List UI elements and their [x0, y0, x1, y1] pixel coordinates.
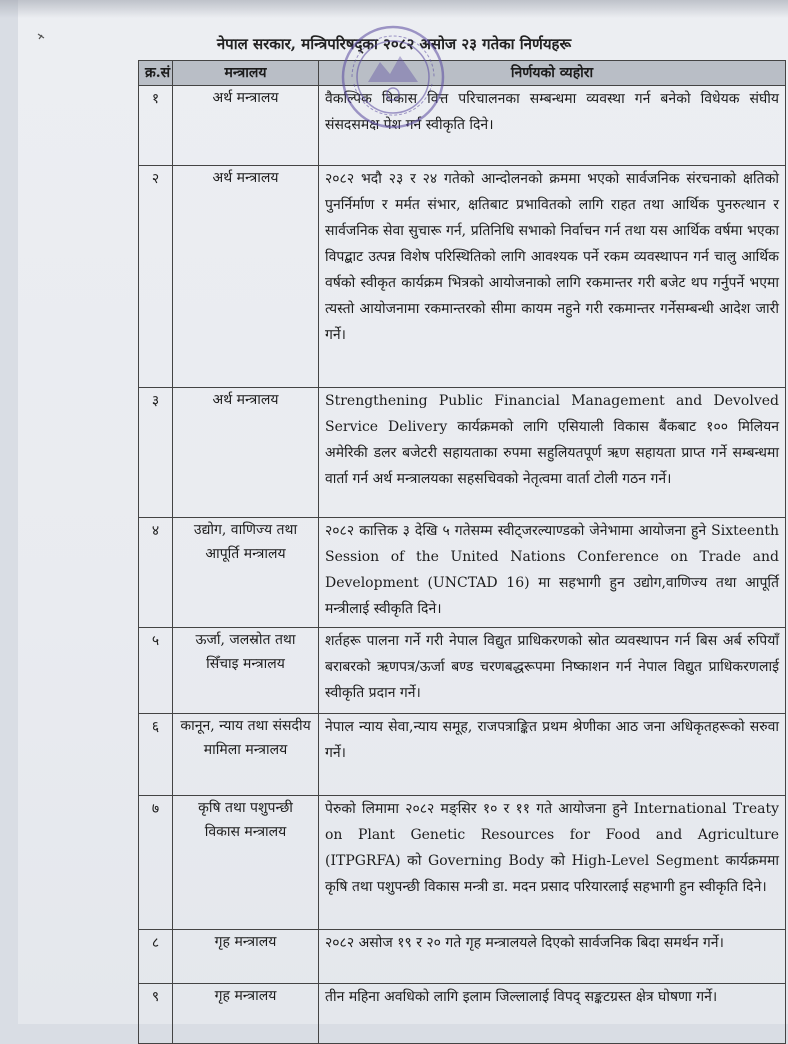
header-ministry: मन्त्रालय [173, 61, 319, 86]
table-row [139, 388, 786, 518]
row-ministry: अर्थ मन्त्रालय [173, 86, 319, 166]
row-decision: शर्तहरू पालना गर्ने गरी नेपाल विद्युत प्राधिकरणको स्रोत व्यवस्थापन गर्न बिस अर्ब रुपियाँ बराबरको ऋणपत्र/ऊर्जा बण्ड चरणबद्धरूपमा निष्काशन गर्न नेपाल विद्युत प्राधिकरणलाई स्वीकृति प्रदान गर्ने। [319, 628, 786, 714]
row-number: ६ [139, 714, 173, 796]
row-number: १ [139, 86, 173, 166]
table-row [139, 984, 786, 1044]
row-ministry: उद्योग, वाणिज्य तथा आपूर्ति मन्त्रालय [173, 518, 319, 628]
decisions-table [138, 60, 786, 1044]
row-decision: वैकल्पिक विकास वित्त परिचालनका सम्बन्धमा व्यवस्था गर्न बनेको विधेयक संघीय संसदसमक्ष पेश गर्न स्वीकृति दिने। [319, 86, 786, 166]
row-decision: तीन महिना अवधिको लागि इलाम जिल्लालाई विपद् सङ्कटग्रस्त क्षेत्र घोषणा गर्ने। [319, 984, 786, 1044]
row-ministry: गृह मन्त्रालय [173, 984, 319, 1044]
table-row [139, 930, 786, 984]
table-row [139, 86, 786, 166]
page-title: नेपाल सरकार, मन्त्रिपरिषद्का २०८२ असोज २३ गतेका निर्णयहरू [216, 35, 572, 53]
row-number: ४ [139, 518, 173, 628]
row-ministry: अर्थ मन्त्रालय [173, 388, 319, 518]
row-number: २ [139, 166, 173, 388]
table-row [139, 796, 786, 930]
row-decision: २०८२ असोज १९ र २० गते गृह मन्त्रालयले दिएको सार्वजनिक बिदा समर्थन गर्ने। [319, 930, 786, 984]
row-decision: नेपाल न्याय सेवा,न्याय समूह, राजपत्राङ्कित प्रथम श्रेणीका आठ जना अधिकृतहरूको सरुवा गर्ने। [319, 714, 786, 796]
row-decision: पेरुको लिमामा २०८२ मङ्सिर १० र ११ गते आयोजना हुने International Treaty on Plant Genetic Resources for Food and Agriculture (ITPGRFA) को Governing Body को High-Level Segment कार्यक्रममा कृषि तथा पशुपन्छी विकास मन्त्री डा. मदन प्रसाद परियारलाई सहभागी हुन स्वीकृति दिने। [319, 796, 786, 930]
row-number: ८ [139, 930, 173, 984]
row-decision: २०८२ भदौ २३ र २४ गतेको आन्दोलनको क्रममा भएको सार्वजनिक संरचनाको क्षतिको पुनर्निर्माण र मर्मत संभार, क्षतिबाट प्रभावितको लागि राहत तथा आर्थिक पुनरुत्थान र सार्वजनिक सेवा सुचारू गर्न, प्रतिनिधि सभाको निर्वाचन गर्न तथा यस आर्थिक वर्षमा भएका विपद्बाट उत्पन्न विशेष परिस्थितिको लागि आवश्यक पर्ने रकम व्यवस्थापन गर्न चालु आर्थिक वर्षको स्वीकृत कार्यक्रम भित्रको आयोजनाको लागि रकमान्तर गरी बजेट थप गर्नुपर्ने भएमा त्यस्तो आयोजनामा रकमान्तरको सीमा कायम नहुने गरी रकमान्तर गर्नेसम्बन्धी आदेश जारी गर्ने। [319, 166, 786, 388]
table-row [139, 628, 786, 714]
table-row [139, 518, 786, 628]
page-shadow [0, 0, 788, 18]
header-decision: निर्णयको व्यहोरा [319, 61, 786, 86]
row-number: ७ [139, 796, 173, 930]
row-decision: २०८२ कात्तिक ३ देखि ५ गतेसम्म स्वीट्जरल्याण्डको जेनेभामा आयोजना हुने Sixteenth Session of the United Nations Conference on Trade and Development (UNCTAD 16) मा सहभागी हुन उद्योग,वाणिज्य तथा आपूर्ति मन्त्रीलाई स्वीकृति दिने। [319, 518, 786, 628]
row-ministry: कानून, न्याय तथा संसदीय मामिला मन्त्रालय [173, 714, 319, 796]
table-row [139, 166, 786, 388]
row-ministry: ऊर्जा, जलस्रोत तथा सिँचाइ मन्त्रालय [173, 628, 319, 714]
table-row [139, 714, 786, 796]
row-number: ३ [139, 388, 173, 518]
header-number: क्र.सं [139, 61, 173, 86]
row-decision: Strengthening Public Financial Management and Devolved Service Delivery कार्यक्रमको लागि एसियाली विकास बैंकबाट १०० मिलियन अमेरिकी डलर बजेटरी सहायताका रुपमा सहुलियतपूर्ण ऋण सहायता प्राप्त गर्ने सम्बन्धमा वार्ता गर्न अर्थ मन्त्रालयका सहसचिवको नेतृत्वमा वार्ता टोली गठन गर्ने। [319, 388, 786, 518]
row-ministry: अर्थ मन्त्रालय [173, 166, 319, 388]
row-number: ९ [139, 984, 173, 1044]
row-ministry: गृह मन्त्रालय [173, 930, 319, 984]
table-header-row [139, 61, 786, 86]
row-ministry: कृषि तथा पशुपन्छी विकास मन्त्रालय [173, 796, 319, 930]
row-number: ५ [139, 628, 173, 714]
